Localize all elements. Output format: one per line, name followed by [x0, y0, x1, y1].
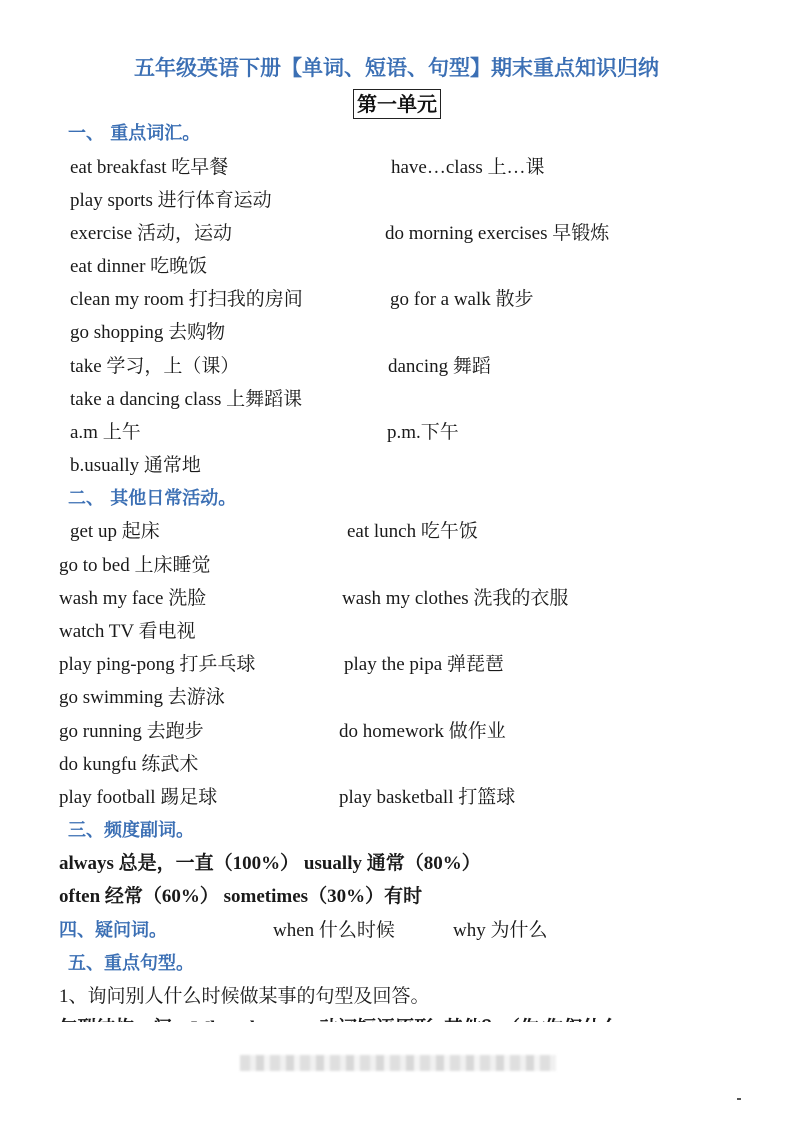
activity-item: play basketball 打篮球	[339, 787, 516, 808]
section-heading-frequency: 三、频度副词。	[68, 820, 194, 841]
vocab-item: play sports 进行体育运动	[70, 190, 272, 211]
vocab-item: take a dancing class 上舞蹈课	[70, 389, 303, 410]
vocab-item: eat dinner 吃晚饭	[70, 256, 208, 277]
activity-item: go running 去跑步	[59, 721, 204, 742]
pattern-item: 1、询问别人什么时候做某事的句型及回答。	[59, 986, 430, 1007]
vocab-item: take 学习，上（课）	[70, 356, 240, 377]
activity-item: do kungfu 练武术	[59, 754, 199, 775]
blurred-watermark-bar	[240, 1055, 556, 1071]
activity-item: play the pipa 弹琵琶	[344, 654, 504, 675]
vocab-item: clean my room 打扫我的房间	[70, 289, 303, 310]
section-heading-patterns: 五、重点句型。	[68, 953, 194, 974]
question-word: why 为什么	[453, 920, 548, 941]
activity-item: wash my clothes 洗我的衣服	[342, 588, 569, 609]
page-bottom-mask	[0, 1022, 793, 1122]
activity-item: do homework 做作业	[339, 721, 506, 742]
page-title: 五年级英语下册【单词、短语、句型】期末重点知识归纳	[134, 56, 659, 80]
vocab-item: b.usually 通常地	[70, 455, 201, 476]
unit-heading: 第一单元	[353, 89, 441, 119]
activity-item: eat lunch 吃午饭	[347, 521, 478, 542]
activity-item: go to bed 上床睡觉	[59, 555, 211, 576]
page-mark	[737, 1098, 741, 1100]
vocab-item: go for a walk 散步	[390, 289, 534, 310]
vocab-item: do morning exercises 早锻炼	[385, 223, 610, 244]
vocab-item: p.m.下午	[387, 422, 459, 443]
activity-item: watch TV 看电视	[59, 621, 196, 642]
section-heading-question-words: 四、疑问词。	[59, 920, 167, 941]
vocab-item: dancing 舞蹈	[388, 356, 491, 377]
activity-item: get up 起床	[70, 521, 160, 542]
activity-item: play ping-pong 打乒乓球	[59, 654, 256, 675]
activity-item: go swimming 去游泳	[59, 687, 225, 708]
section-heading-activities: 二、 其他日常活动。	[68, 488, 237, 509]
vocab-item: exercise 活动，运动	[70, 223, 232, 244]
activity-item: wash my face 洗脸	[59, 588, 207, 609]
vocab-item: a.m 上午	[70, 422, 141, 443]
frequency-line: always 总是，一直（100%） usually 通常（80%）	[59, 853, 481, 874]
activity-item: play football 踢足球	[59, 787, 218, 808]
vocab-item: go shopping 去购物	[70, 322, 226, 343]
vocab-item: have…class 上…课	[391, 157, 545, 178]
frequency-line: often 经常（60%） sometimes（30%）有时	[59, 886, 423, 907]
question-word: when 什么时候	[273, 920, 395, 941]
vocab-item: eat breakfast 吃早餐	[70, 157, 229, 178]
section-heading-vocabulary: 一、 重点词汇。	[68, 123, 201, 144]
